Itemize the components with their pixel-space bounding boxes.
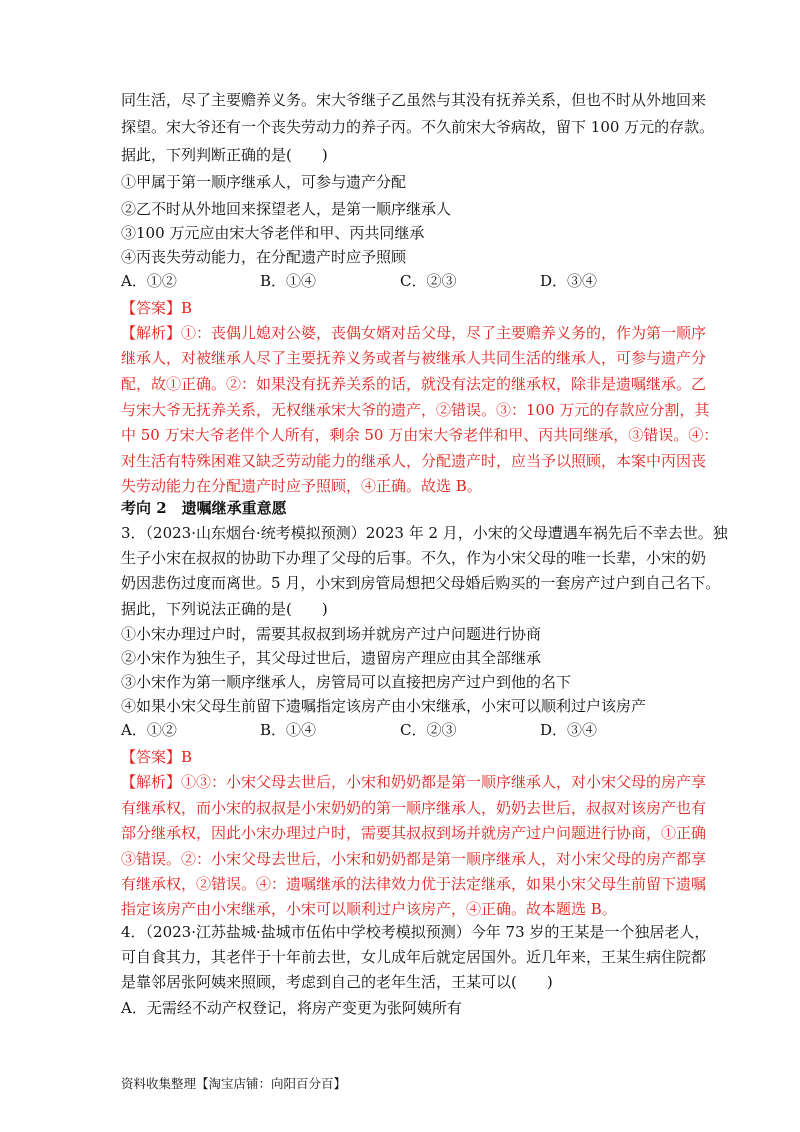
q2-stem-line-2: 探望。宋大爷还有一个丧失劳动力的养子丙。不久前宋大爷病故，留下 100 万元的存款。 (121, 118, 715, 136)
q2-answer: 【答案】B (121, 299, 193, 317)
q2-option-d: D．③④ (540, 272, 598, 290)
q4-stem-line-3: 是靠邻居张阿姨来照顾，考虑到自己的老年生活，王某可以( ) (121, 973, 553, 991)
q2-analysis-line-2: 继承人，对被继承人尽了主要抚养义务或者与被继承人共同生活的继承人，可参与遗产分 (121, 349, 707, 367)
q3-statement-2: ②小宋作为独生子，其父母过世后，遗留房产理应由其全部继承 (121, 649, 542, 667)
q2-analysis-line-7: 失劳动能力在分配遗产时应予照顾，④正确。故选 B。 (121, 477, 482, 495)
q3-option-a: A．①② (121, 721, 177, 739)
q3-analysis-line-2: 有继承权，而小宋的叔叔是小宋奶奶的第一顺序继承人，奶奶去世后，叔叔对该房产也有 (121, 799, 707, 817)
q3-analysis-line-4: ③错误。②：小宋父母去世后，小宋和奶奶都是第一顺序继承人，对小宋父母的房产都享 (121, 850, 707, 868)
q3-analysis-line-6: 指定该房产由小宋继承，小宋可以顺利过户该房产，④正确。故本题选 B。 (121, 900, 617, 918)
q2-statement-3: ③100 万元应由宋大爷老伴和甲、丙共同继承 (121, 224, 425, 242)
q2-statement-1: ①甲属于第一顺序继承人，可参与遗产分配 (121, 173, 407, 191)
q3-stem-line-1: 3．（2023·山东烟台·统考模拟预测）2023 年 2 月，小宋的父母遭遇车祸先后不幸去世。独 (121, 524, 728, 542)
q2-statement-4: ④丙丧失劳动能力，在分配遗产时应予照顾 (121, 248, 407, 266)
q4-stem-line-2: 可自食其力，其老伴于十年前去世，女儿成年后就定居国外。近几年来，王某生病住院都 (121, 948, 707, 966)
q2-stem-line-3: 据此，下列判断正确的是( ) (121, 146, 328, 164)
section-title: 考向 2 遗嘱继承重意愿 (121, 499, 287, 517)
q3-stem-line-2: 生子小宋在叔叔的协助下办理了父母的后事。不久，作为小宋父母的唯一长辈，小宋的奶 (121, 549, 707, 567)
q3-stem-line-3: 奶因悲伤过度而离世。5 月，小宋到房管局想把父母婚后购买的一套房产过户到自己名下。 (121, 574, 721, 592)
q2-analysis-line-3: 配，故①正确。②：如果没有抚养关系的话，就没有法定的继承权，除非是遗嘱继承。乙 (121, 375, 707, 393)
q2-statement-2: ②乙不时从外地回来探望老人，是第一顺序继承人 (121, 200, 452, 218)
q2-analysis-line-4: 与宋大爷无抚养关系，无权继承宋大爷的遗产，②错误。③：100 万元的存款应分割，其 (121, 401, 710, 419)
q4-stem-line-1: 4．（2023·江苏盐城·盐城市伍佑中学校考模拟预测）今年 73 岁的王某是一个独居老人， (121, 923, 710, 941)
q3-option-d: D．③④ (540, 721, 598, 739)
q2-option-b: B．①④ (260, 272, 317, 290)
q3-statement-4: ④如果小宋父母生前留下遗嘱指定该房产由小宋继承，小宋可以顺利过户该房产 (121, 697, 647, 715)
q3-option-b: B．①④ (260, 721, 317, 739)
q2-analysis-line-6: 对生活有特殊困难又缺乏劳动能力的继承人，分配遗产时，应当予以照顾，本案中丙因丧 (121, 452, 707, 470)
q3-answer: 【答案】B (121, 748, 193, 766)
q3-statement-1: ①小宋办理过户时，需要其叔叔到场并就房产过户问题进行协商 (121, 625, 542, 643)
page-footer: 资料收集整理【淘宝店铺：向阳百分百】 (121, 1076, 347, 1091)
q3-stem-line-4: 据此，下列说法正确的是( ) (121, 600, 328, 618)
q3-analysis-line-3: 部分继承权，因此小宋办理过户时，需要其叔叔到场并就房产过户问题进行协商，①正确 (121, 824, 707, 842)
q2-option-c: C．②③ (400, 272, 457, 290)
q3-statement-3: ③小宋作为第一顺序继承人，房管局可以直接把房产过户到他的名下 (121, 673, 572, 691)
q3-analysis-line-1: 【解析】①③：小宋父母去世后，小宋和奶奶都是第一顺序继承人，对小宋父母的房产享 (121, 773, 707, 791)
q2-option-a: A．①② (121, 272, 177, 290)
q4-option-a: A．无需经不动产权登记，将房产变更为张阿姨所有 (121, 999, 462, 1017)
q2-analysis-line-5: 中 50 万宋大爷老伴个人所有，剩余 50 万由宋大爷老伴和甲、丙共同继承，③错误。④： (121, 426, 719, 444)
q3-analysis-line-5: 有继承权，②错误。④：遗嘱继承的法律效力优于法定继承，如果小宋父母生前留下遗嘱 (121, 875, 707, 893)
q2-stem-line-1: 同生活，尽了主要赡养义务。宋大爷继子乙虽然与其没有抚养关系，但也不时从外地回来 (121, 91, 707, 109)
q2-analysis-line-1: 【解析】①：丧偶儿媳对公婆，丧偶女婿对岳父母，尽了主要赡养义务的，作为第一顺序 (121, 324, 707, 342)
q3-option-c: C．②③ (400, 721, 457, 739)
